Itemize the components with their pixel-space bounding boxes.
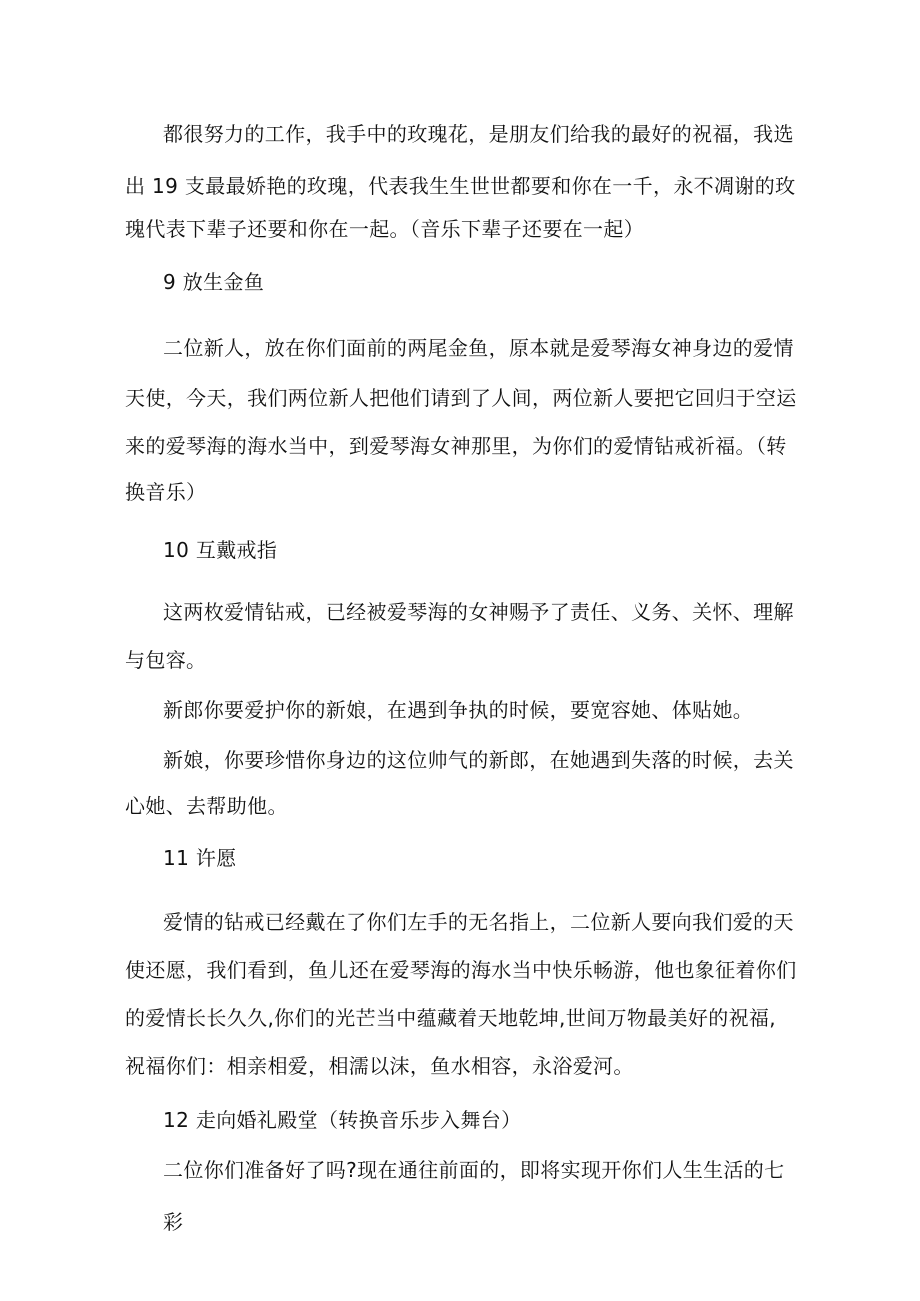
paragraph-line: 瑰代表下辈子还要和你在一起。（音乐下辈子还要在一起） [125, 217, 645, 241]
paragraph-line: 使还愿，我们看到，鱼儿还在爱琴海的海水当中快乐畅游，他也象征着你们 [125, 958, 797, 982]
paragraph-line: 都很努力的工作，我手中的玫瑰花，是朋友们给我的最好的祝福，我选 [163, 122, 794, 146]
paragraph-line: 二位新人，放在你们面前的两尾金鱼，原本就是爱琴海女神身边的爱情 [163, 336, 794, 360]
section-heading-9: 9 放生金鱼 [163, 270, 265, 294]
paragraph-line: 换音乐） [125, 480, 207, 504]
paragraph-line: 二位你们准备好了吗?现在通往前面的，即将实现开你们人生生活的七彩 [163, 1158, 785, 1234]
section-heading-12: 12 走向婚礼殿堂（转换音乐步入舞台） [163, 1108, 522, 1132]
paragraph-line: 这两枚爱情钻戒，已经被爱琴海的女神赐予了责任、义务、关怀、理解 [163, 600, 794, 624]
paragraph-line: 新娘，你要珍惜你身边的这位帅气的新郎，在她遇到失落的时候，去关 [163, 748, 794, 772]
paragraph-line: 祝福你们：相亲相爱，相濡以沫，鱼水相容，永浴爱河。 [125, 1054, 634, 1078]
paragraph-line: 天使，今天，我们两位新人把他们请到了人间，两位新人要把它回归于空运 [125, 386, 797, 410]
section-heading-10: 10 互戴戒指 [163, 538, 278, 562]
paragraph-line: 出 19 支最最娇艳的玫瑰，代表我生生世世都要和你在一千，永不凋谢的玫 [125, 174, 796, 198]
paragraph-line: 来的爱琴海的海水当中，到爱琴海女神那里，为你们的爱情钻戒祈福。（转 [125, 434, 787, 458]
section-heading-11: 11 许愿 [163, 846, 237, 870]
paragraph-line: 新郎你要爱护你的新娘，在遇到争执的时候，要宽容她、体贴她。 [163, 698, 754, 722]
paragraph-line: 心她、去帮助他。 [125, 794, 288, 818]
paragraph-line: 的爱情长长久久,你们的光芒当中蕴藏着天地乾坤,世间万物最美好的祝福, [125, 1006, 776, 1030]
paragraph-line: 与包容。 [125, 648, 207, 672]
paragraph-line: 爱情的钻戒已经戴在了你们左手的无名指上，二位新人要向我们爱的天 [163, 910, 794, 934]
